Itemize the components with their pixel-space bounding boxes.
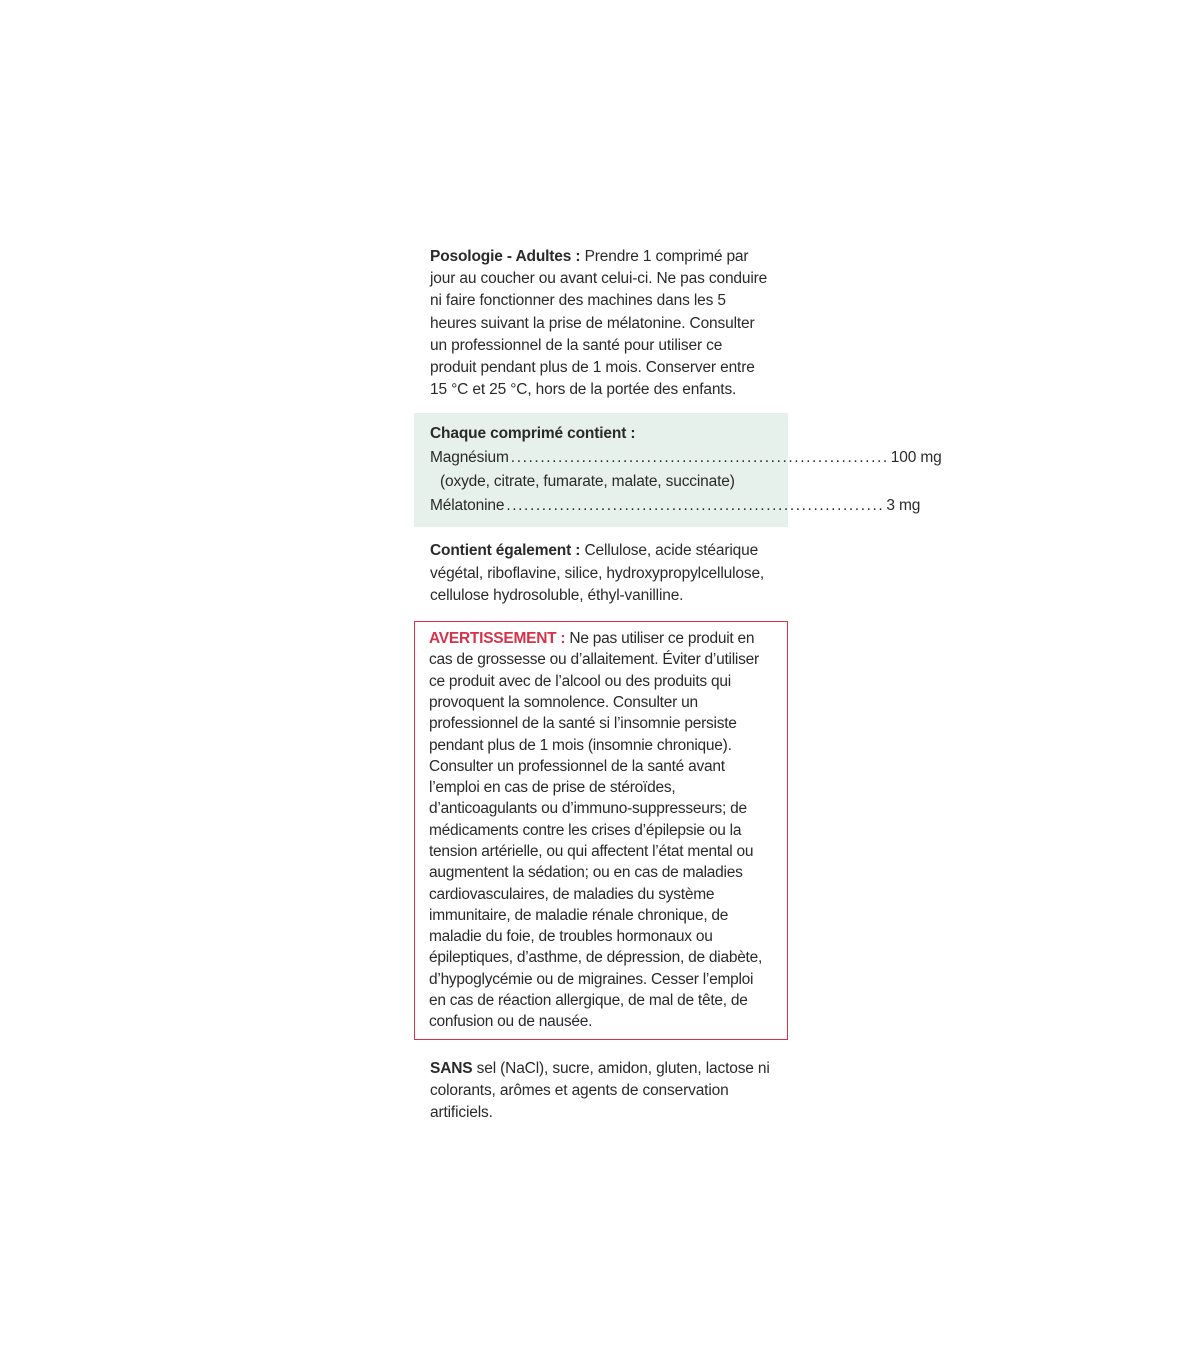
warning-text: Ne pas utiliser ce produit en cas de grossesse ou d’allaitement. Éviter d’utiliser ce produit avec de l’alcool ou des produits qui provoquent la somnolence. Consulter un professionnel de la santé si l’insomnie persiste pendant plus de 1 mois (insomnie chronique). Consulter un professionnel de la santé avant l’emploi en cas de prise de stéroïdes, d’anticoagulants ou d’immuno-suppresseurs; de médicaments contre les crises d’épilepsie ou la tension artérielle, ou qui affectent l’état mental ou augmentent la sédation; ou en cas de maladies cardiovasculaires, de maladies du système immunitaire, de maladie rénale chronique, de maladie du foie, de troubles hormonaux ou épileptiques, d’asthme, de dépression, de diabète, d’hypoglycémie ou de migraines. Cesser l’emploi en cas de réaction allergique, de mal de tête, de confusion ou de nausée. (429, 630, 763, 1031)
dosage-section (414, 246, 788, 401)
ingredient-row-magnesium (430, 446, 942, 470)
ingredients-section (414, 413, 942, 527)
dosage-text: Prendre 1 comprimé par jour au coucher ou avant celui-ci. Ne pas conduire ni faire fonctionner des machines dans les 5 heures suivant la prise de mélatonine. Consulter un professionnel de la santé pour utiliser ce produit pendant plus de 1 mois. Conserver entre 15 °C et 25 °C, hors de la portée des enfants. (430, 248, 768, 399)
free-of-text: sel (NaCl), sucre, amidon, gluten, lactose ni colorants, arômes et agents de conservation artificiels. (430, 1059, 770, 1122)
other-ingredients-section (414, 540, 788, 607)
dosage-paragraph (430, 246, 772, 401)
free-of-paragraph (430, 1058, 772, 1125)
other-ingredients-paragraph (430, 540, 772, 607)
warning-box (414, 621, 788, 1040)
ingredient-name: Magnésium (430, 449, 509, 467)
dosage-heading: Posologie - Adultes : (430, 248, 581, 265)
dot-leader: ................................................................ (506, 497, 885, 515)
ingredient-row-melatonin (430, 494, 921, 518)
ingredients-heading: Chaque comprimé contient : (430, 425, 636, 443)
product-label (414, 246, 942, 1124)
ingredient-amount: 3 mg (886, 497, 921, 515)
other-ingredients-text: Cellulose, acide stéarique végétal, riboflavine, silice, hydroxypropylcellulose, cellulose hydrosoluble, éthyl-vanilline. (430, 542, 765, 604)
dot-leader: ................................................................ (510, 449, 889, 467)
other-ingredients-heading: Contient également : (430, 542, 581, 560)
free-of-section (414, 1058, 788, 1125)
ingredient-name: Mélatonine (430, 497, 505, 515)
free-of-heading: SANS (430, 1059, 473, 1077)
ingredient-amount: 100 mg (890, 449, 942, 467)
ingredient-note: (oxyde, citrate, fumarate, malate, succinate) (440, 473, 735, 491)
warning-paragraph (429, 628, 773, 1033)
warning-heading: AVERTISSEMENT : (429, 630, 566, 648)
